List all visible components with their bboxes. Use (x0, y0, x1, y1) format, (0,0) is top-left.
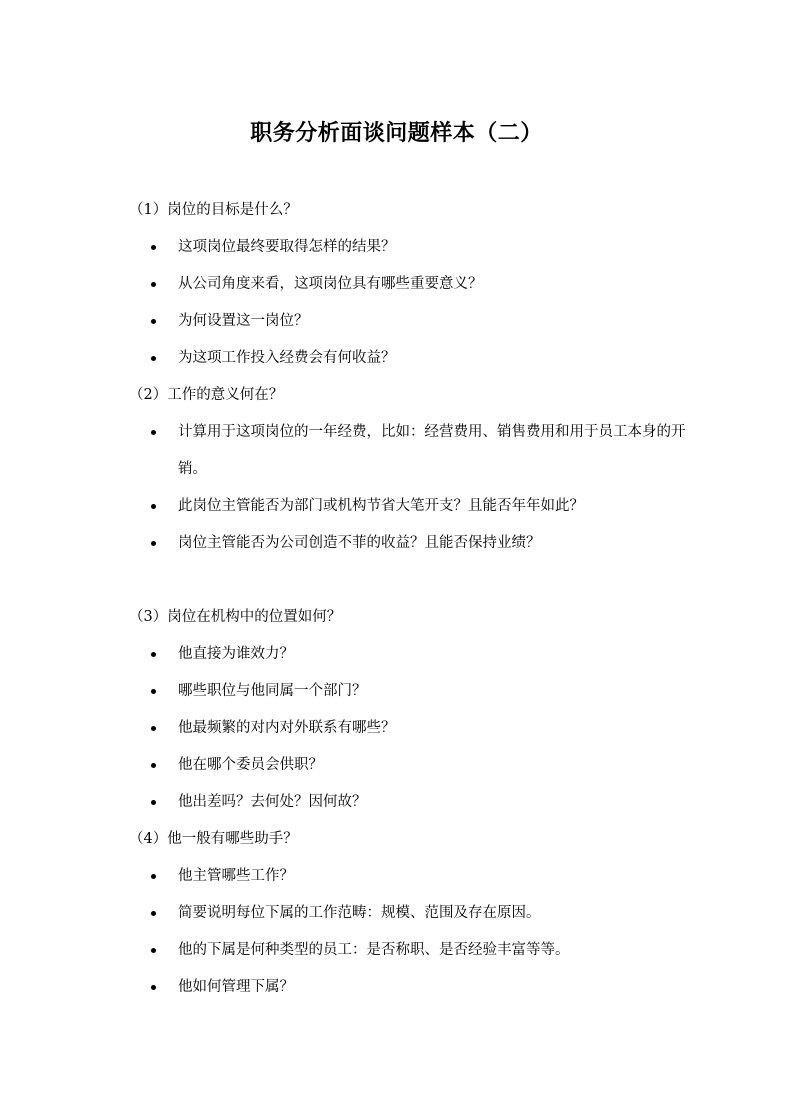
bullet-item (129, 229, 689, 266)
bullet-item (129, 932, 689, 969)
blank-line (129, 562, 689, 599)
section-4 (129, 821, 689, 1006)
bullet-item (129, 747, 689, 784)
bullet-item (129, 340, 689, 377)
bullet-text: 他最频繁的对内对外联系有哪些？ (178, 720, 396, 736)
bullet-dot-icon (151, 911, 156, 916)
bullet-item (129, 414, 689, 488)
bullet-item (129, 858, 689, 895)
bullet-text: 岗位主管能否为公司创造不菲的收益？且能否保持业绩？ (178, 535, 541, 551)
bullet-dot-icon (151, 652, 156, 657)
bullet-text: 他主管哪些工作？ (178, 868, 294, 884)
bullet-dot-icon (151, 874, 156, 879)
bullet-item (129, 266, 689, 303)
bullet-item (129, 673, 689, 710)
bullet-dot-icon (151, 726, 156, 731)
bullet-item (129, 303, 689, 340)
bullet-dot-icon (151, 800, 156, 805)
bullet-text: 计算用于这项岗位的一年经费，比如：经营费用、销售费用和用于员工本身的开销。 (178, 424, 686, 477)
bullet-dot-icon (151, 541, 156, 546)
section-heading: （2）工作的意义何在？ (129, 387, 284, 403)
bullet-dot-icon (151, 245, 156, 250)
bullet-text: 哪些职位与他同属一个部门？ (178, 683, 367, 699)
bullet-item (129, 525, 689, 562)
bullet-item (129, 969, 689, 1006)
bullet-item (129, 784, 689, 821)
bullet-text: 他出差吗？去何处？因何故？ (178, 794, 367, 810)
bullet-text: 为何设置这一岗位？ (178, 313, 309, 329)
bullet-item (129, 895, 689, 932)
bullet-item (129, 636, 689, 673)
section-3 (129, 599, 689, 821)
section-heading: （4）他一般有哪些助手？ (129, 831, 298, 847)
bullet-text: 为这项工作投入经费会有何收益？ (178, 350, 396, 366)
bullet-text: 他的下属是何种类型的员工：是否称职、是否经验丰富等等。 (178, 942, 570, 958)
bullet-dot-icon (151, 504, 156, 509)
document-body (129, 192, 689, 1006)
bullet-dot-icon (151, 430, 156, 435)
bullet-dot-icon (151, 763, 156, 768)
bullet-dot-icon (151, 689, 156, 694)
bullet-text: 他直接为谁效力？ (178, 646, 294, 662)
section-1 (129, 192, 689, 377)
bullet-text: 简要说明每位下属的工作范畴：规模、范围及存在原因。 (178, 905, 541, 921)
bullet-dot-icon (151, 282, 156, 287)
bullet-text: 从公司角度来看，这项岗位具有哪些重要意义？ (178, 276, 483, 292)
section-heading: （1）岗位的目标是什么？ (129, 202, 298, 218)
bullet-text: 他在哪个委员会供职？ (178, 757, 323, 773)
bullet-dot-icon (151, 356, 156, 361)
bullet-item (129, 488, 689, 525)
section-2 (129, 377, 689, 562)
bullet-dot-icon (151, 985, 156, 990)
bullet-item (129, 710, 689, 747)
bullet-text: 他如何管理下属？ (178, 979, 294, 995)
bullet-dot-icon (151, 948, 156, 953)
bullet-text: 这项岗位最终要取得怎样的结果？ (178, 239, 396, 255)
bullet-dot-icon (151, 319, 156, 324)
bullet-text: 此岗位主管能否为部门或机构节省大笔开支？且能否年年如此？ (178, 498, 584, 514)
document-title: 职务分析面谈问题样本（二） (250, 121, 543, 146)
section-heading: （3）岗位在机构中的位置如何？ (129, 609, 342, 625)
